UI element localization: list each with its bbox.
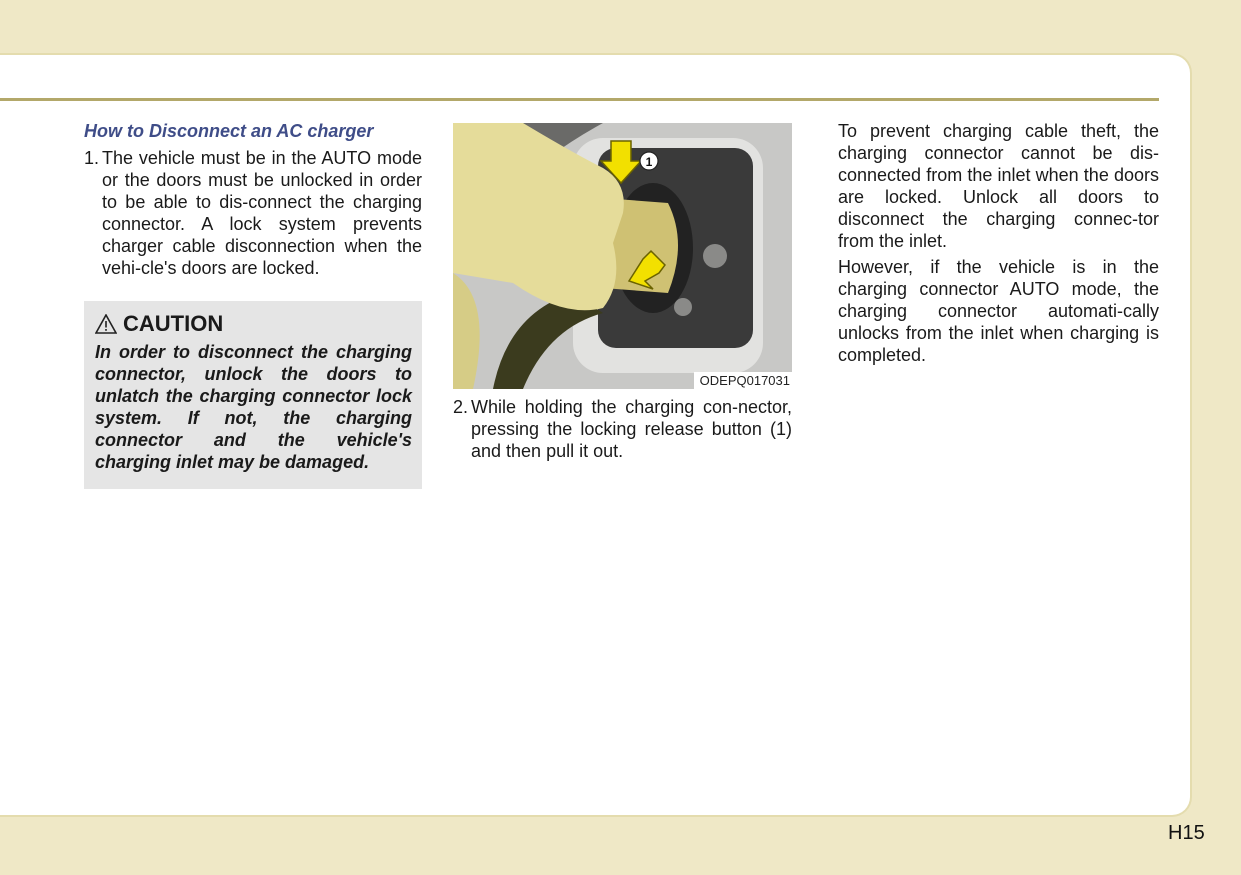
step-1-text: The vehicle must be in the AUTO mode or the doors must be unlocked in order to be able to dis-connect the charging connector. A lock system prevents charger cable disconnection when the vehi-cle's doors are locked. [102,148,422,278]
caution-title: CAUTION [123,311,224,336]
step-2-text: While holding the charging con-nector, pressing the locking release button (1) and then pull it out. [471,397,792,461]
connector-illustration [453,123,792,389]
step-2 [453,396,792,462]
middle-column [453,123,792,462]
left-column [84,120,422,489]
caution-text: In order to disconnect the charging connector, unlock the doors to unlatch the charging connector lock system. If not, the charging connector and the vehicle's charging inlet may be damaged. [95,342,412,472]
figure-code: ODEPQ017031 [694,372,792,389]
warning-triangle-icon [95,314,117,334]
page-number: H15 [1168,822,1205,844]
step-1 [84,147,422,279]
caution-header [95,311,412,337]
theft-prevention-paragraph: To prevent charging cable theft, the charging connector cannot be dis-connected from the inlet when the doors are locked. Unlock all doors to disconnect the charging connec-tor from the inlet. [838,121,1159,251]
caution-box [84,301,422,489]
step-1-number: 1. [84,148,100,168]
step-2-number: 2. [453,397,469,417]
section-heading: How to Disconnect an AC charger [84,121,374,141]
callout-number: 1 [645,155,653,169]
right-column [838,120,1159,370]
charging-connector-photo [453,123,792,389]
auto-mode-paragraph: However, if the vehicle is in the charging connector AUTO mode, the charging connector automati-cally unlocks from the inlet when charging is completed. [838,257,1159,365]
header-rule [0,98,1159,101]
